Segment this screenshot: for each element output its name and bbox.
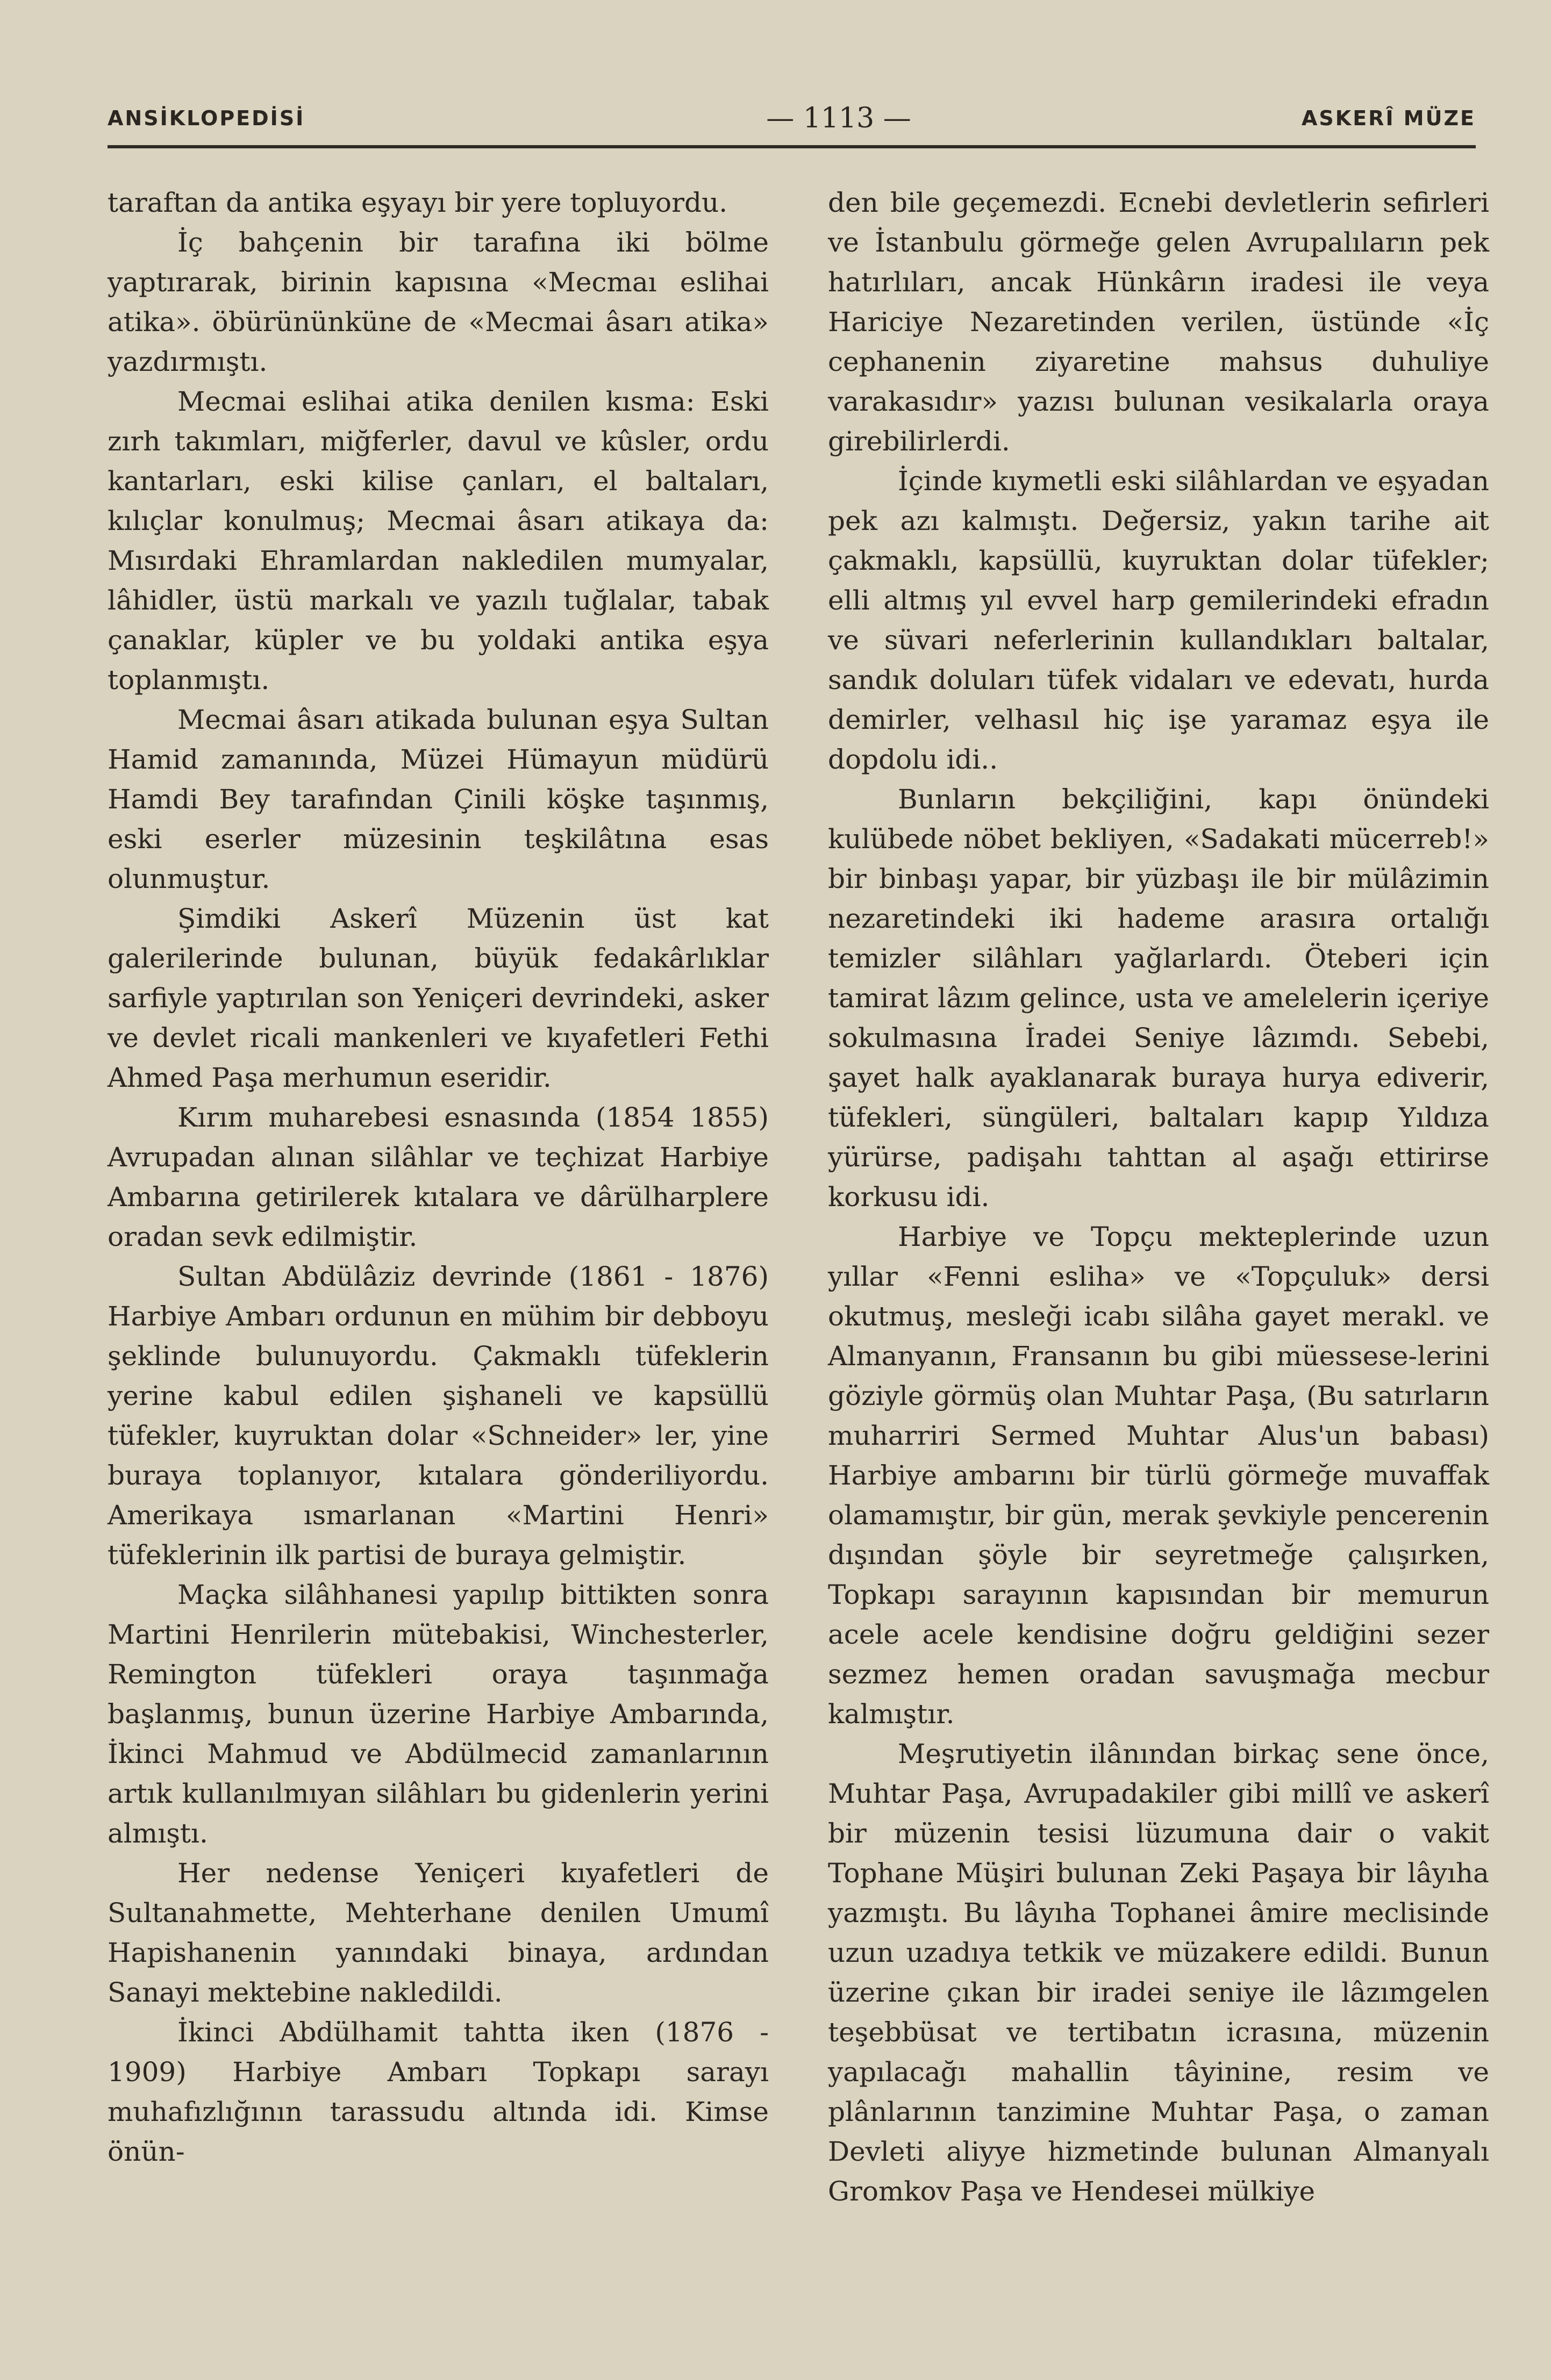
paragraph: İkinci Abdülhamit tahtta iken (1876 - 1909) Harbiye Ambarı Topkapı sarayı muhafızlığının tarassudu altında idi. Kimse önün- (108, 2017, 769, 2167)
paragraph: den bile geçemezdi. Ecnebi devletlerin sefirleri ve İstanbulu görmeğe gelen Avrupalıların pek hatırlıları, ancak Hünkârın iradesi ile veya Hariciye Nezaretinden verilen, üstünde «İç cephanenin ziyaretine mahsus duhuliye varakasıdır» yazısı bulunan vesikalarla oraya girebilirlerdi. (828, 187, 1489, 457)
paragraph: Harbiye ve Topçu mekteplerinde uzun yıllar «Fenni esliha» ve «Topçuluk» dersi okutmuş, mesleği icabı silâha gayet merakl. ve Almanyanın, Fransanın bu gibi müessese-lerini göziyle görmüş olan Muhtar Paşa, (Bu satırların muharriri Sermed Muhtar Alus'un babası) Harbiye ambarını bir türlü görmeğe muvaffak olamamıştır, bir gün, merak şevkiyle pencerenin dışından şöyle bir seyretmeğe çalışırken, Topkapı sarayının kapısından bir memurun acele acele kendisine doğru geldiğini sezer sezmez hemen oradan savuşmağa mecbur kalmıştır. (828, 1221, 1489, 1730)
paragraph: Mecmai âsarı atikada bulunan eşya Sultan Hamid zamanında, Müzei Hümayun müdürü Hamdi Bey tarafından Çinili köşke taşınmış, eski eserler müzesinin teşkilâtına esas olunmuştur. (108, 704, 769, 894)
paragraph: Şimdiki Askerî Müzenin üst kat galerilerinde bulunan, büyük fedakârlıklar sarfiyle yaptırılan son Yeniçeri devrindeki, asker ve devlet ricali mankenleri ve kıyafetleri Fethi Ahmed Paşa merhumun eseridir. (108, 903, 769, 1093)
paragraph: Mecmai eslihai atika denilen kısma: Eski zırh takımları, miğferler, davul ve kûsler, ordu kantarları, eski kilise çanları, el baltaları, kılıçlar konulmuş; Mecmai âsarı atikaya da: Mısırdaki Ehramlardan nakledilen mumyalar, lâhidler, üstü markalı ve yazılı tuğlalar, tabak çanaklar, küpler ve bu yoldaki antika eşya toplanmıştı. (108, 386, 769, 696)
paragraph: Maçka silâhhanesi yapılıp bittikten sonra Martini Henrilerin mütebakisi, Winchesterler, Remington tüfekleri oraya taşınmağa başlanmış, bunun üzerine Harbiye Ambarında, İkinci Mahmud ve Abdülmecid zamanlarının artık kullanılmıyan silâhları bu gidenlerin yerini almıştı. (108, 1579, 769, 1849)
paragraph: Her nedense Yeniçeri kıyafetleri de Sultanahmette, Mehterhane denilen Umumî Hapishanenin yanındaki binaya, ardından Sanayi mektebine nakledildi. (108, 1858, 769, 2008)
header-left-title: ANSİKLOPEDİSİ (108, 106, 305, 130)
paragraph: taraftan da antika eşyayı bir yere topluyordu. (108, 187, 728, 218)
paragraph: İç bahçenin bir tarafına iki bölme yaptırarak, birinin kapısına «Mecmaı eslihai atika». öbürününküne de «Mecmai âsarı atika» yazdırmıştı. (108, 227, 769, 377)
right-column (828, 183, 1489, 2211)
page-number: — 1113 — (766, 102, 911, 134)
header-right-title: ASKERÎ MÜZE (1302, 106, 1476, 130)
paragraph: Sultan Abdülâziz devrinde (1861 - 1876) Harbiye Ambarı ordunun en mühim bir debboyu şeklinde bulunuyordu. Çakmaklı tüfeklerin yerine kabul edilen şişhaneli ve kapsüllü tüfekler, kuyruktan dolar «Schneider» ler, yine buraya toplanıyor, kıtalara gönderiliyordu. Amerikaya ısmarlanan «Martini Henri» tüfeklerinin ilk partisi de buraya gelmiştir. (108, 1261, 769, 1571)
left-column (108, 183, 769, 2171)
paragraph: Kırım muharebesi esnasında (1854 1855) Avrupadan alınan silâhlar ve teçhizat Harbiye Ambarına getirilerek kıtalara ve dârülharplere oradan sevk edilmiştir. (108, 1102, 769, 1252)
page-header (108, 102, 1476, 148)
paragraph: Meşrutiyetin ilânından birkaç sene önce, Muhtar Paşa, Avrupadakiler gibi millî ve askerî bir müzenin tesisi lüzumuna dair o vakit Tophane Müşiri bulunan Zeki Paşaya bir lâyıha yazmıştı. Bu lâyıha Tophanei âmire meclisinde uzun uzadıya tetkik ve müzakere edildi. Bunun üzerine çıkan bir iradei seniye ile lâzımgelen teşebbüsat ve tertibatın icrasına, müzenin yapılacağı mahallin tâyinine, resim ve plânlarının tanzimine Muhtar Paşa, o zaman Devleti aliyye hizmetinde bulunan Almanyalı Gromkov Paşa ve Hendesei mülkiye (828, 1738, 1489, 2207)
paragraph: İçinde kıymetli eski silâhlardan ve eşyadan pek azı kalmıştı. Değersiz, yakın tarihe ait çakmaklı, kapsüllü, kuyruktan dolar tüfekler; elli altmış yıl evvel harp gemilerindeki efradın ve süvari neferlerinin kullandıkları baltalar, sandık doluları tüfek vidaları ve edevatı, hurda demirler, velhasıl hiç işe yaramaz eşya ile dopdolu idi.. (828, 465, 1489, 775)
paragraph: Bunların bekçiliğini, kapı önündeki kulübede nöbet bekliyen, «Sadakati mücerreb!» bir binbaşı yapar, bir yüzbaşı ile bir mülâzimin nezaretindeki iki hademe arasıra ortalığı temizler silâhları yağlarlardı. Öteberi için tamirat lâzım gelince, usta ve amelelerin içeriye sokulmasına İradei Seniye lâzımdı. Sebebi, şayet halk ayaklanarak buraya hurya ediverir, tüfekleri, süngüleri, baltaları kapıp Yıldıza yürürse, padişahı tahttan al aşağı ettirirse korkusu idi. (828, 784, 1489, 1213)
